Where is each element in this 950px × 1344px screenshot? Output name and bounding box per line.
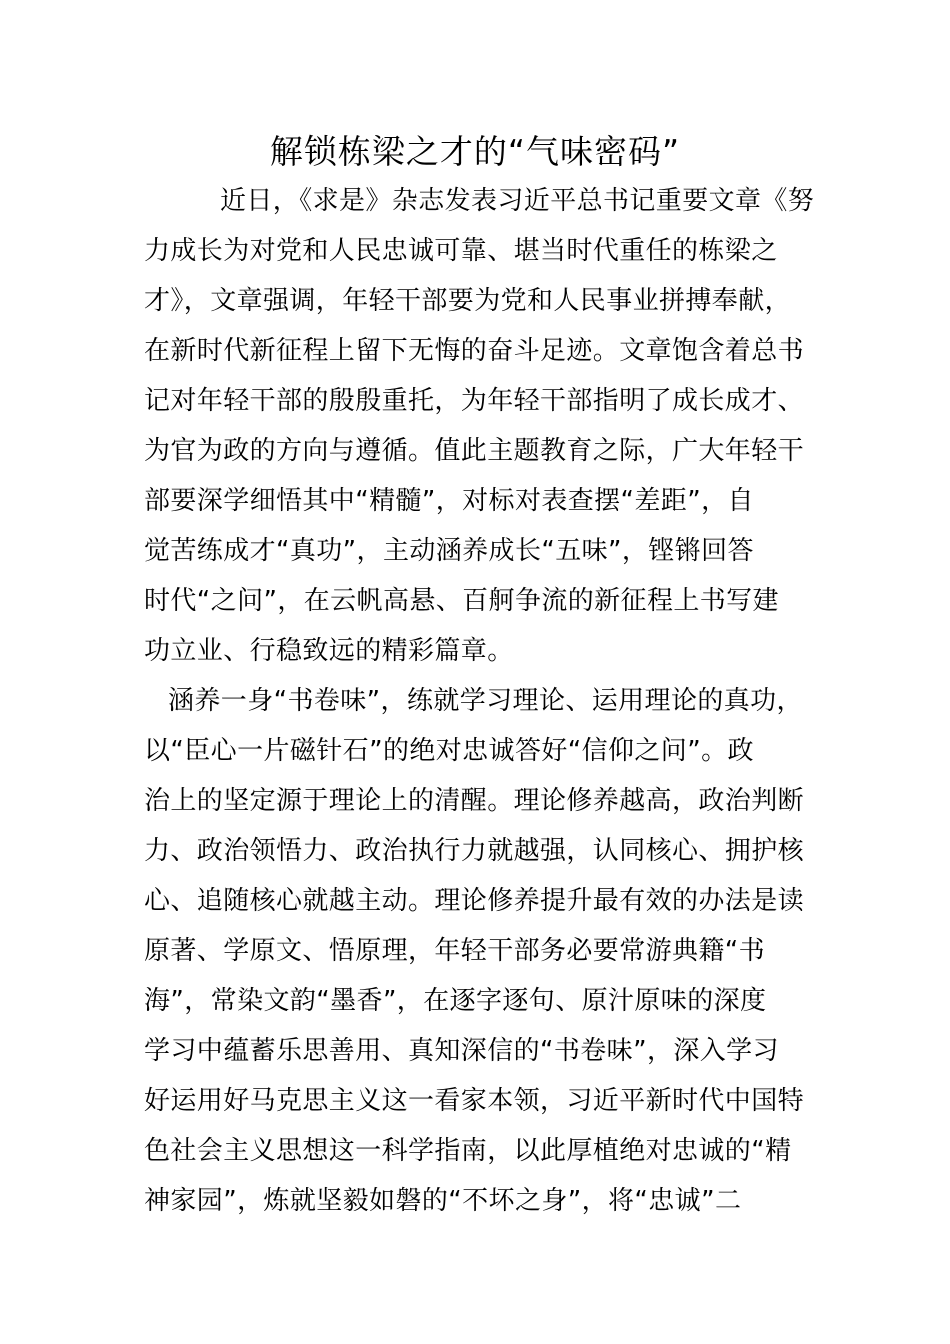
paragraph-2-line: 心、追随核心就越主动。理论修养提升最有效的办法是读 bbox=[144, 886, 805, 916]
document-body bbox=[144, 176, 814, 1226]
paragraph-2-line: 力、政治领悟力、政治执行力就越强，认同核心、拥护核 bbox=[144, 836, 805, 866]
paragraph-1-line: 记对年轻干部的殷殷重托，为年轻干部指明了成长成才、 bbox=[144, 386, 805, 416]
paragraph-1-line: 才》，文章强调，年轻干部要为党和人民事业拼搏奉献， bbox=[144, 286, 792, 316]
paragraph-2-line: 原著、学原文、悟原理，年轻干部务必要常游典籍“书 bbox=[144, 936, 766, 966]
paragraph-1-line: 在新时代新征程上留下无悔的奋斗足迹。文章饱含着总书 bbox=[144, 336, 805, 366]
paragraph-2-line: 以“臣心一片磁针石”的绝对忠诚答好“信仰之问”。政 bbox=[144, 736, 754, 766]
paragraph-1-line: 时代“之问”，在云帆高悬、百舸争流的新征程上书写建 bbox=[144, 586, 779, 616]
paragraph-1-line: 功立业、行稳致远的精彩篇章。 bbox=[144, 636, 514, 666]
paragraph-1-line: 近日，《求是》杂志发表习近平总书记重要文章《努 bbox=[220, 186, 815, 216]
paragraph-1-line: 力成长为对党和人民忠诚可靠、堪当时代重任的栋梁之 bbox=[144, 236, 778, 266]
document-title: 解锁栋梁之才的“气味密码” bbox=[269, 132, 681, 171]
paragraph-2-line: 海”，常染文韵“墨香”，在逐字逐句、原汁原味的深度 bbox=[144, 986, 767, 1016]
paragraph-1-line: 为官为政的方向与遵循。值此主题教育之际，广大年轻干 bbox=[144, 436, 805, 466]
paragraph-1-line: 觉苦练成才“真功”，主动涵养成长“五味”，铿锵回答 bbox=[144, 536, 754, 566]
paragraph-2-line: 色社会主义思想这一科学指南，以此厚植绝对忠诚的“精 bbox=[144, 1136, 792, 1166]
paragraph-2-line: 学习中蕴蓄乐思善用、真知深信的“书卷味”，深入学习 bbox=[144, 1036, 779, 1066]
paragraph-2-line: 治上的坚定源于理论上的清醒。理论修养越高，政治判断 bbox=[144, 786, 805, 816]
paragraph-2-line: 涵养一身“书卷味”，练就学习理论、运用理论的真功， bbox=[168, 686, 803, 716]
paragraph-2-line: 好运用好马克思主义这一看家本领，习近平新时代中国特 bbox=[144, 1086, 805, 1116]
paragraph-2-line: 神家园”，炼就坚毅如磐的“不坏之身”，将“忠诚”二 bbox=[144, 1186, 742, 1216]
paragraph-1-line: 部要深学细悟其中“精髓”，对标对表查摆“差距”，自 bbox=[144, 486, 754, 516]
